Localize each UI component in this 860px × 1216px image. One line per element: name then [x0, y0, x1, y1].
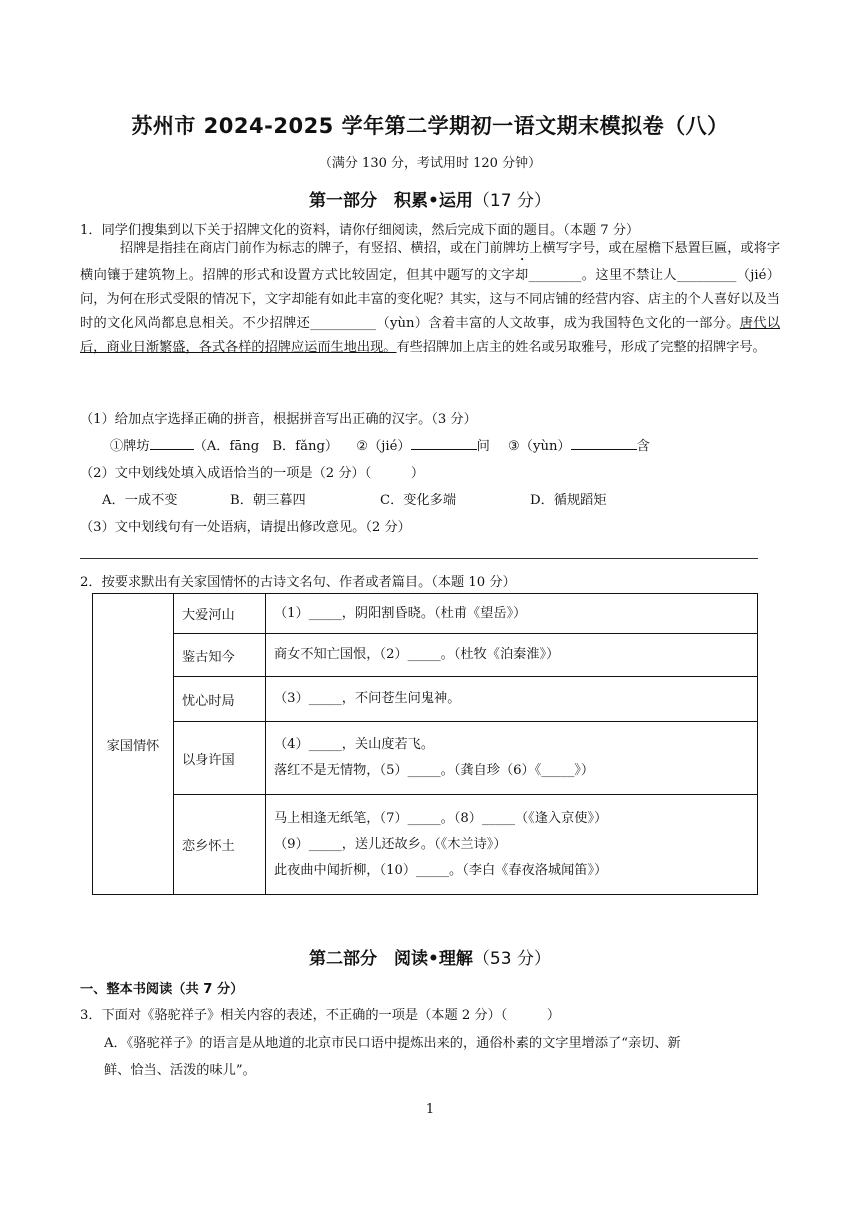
q1-passage-dotted-char: 坊	[516, 241, 530, 256]
poem-line[interactable]: 马上相逢无纸笔，（7）_____。（8）_____（《逢入京使》）	[274, 810, 608, 826]
answer-line[interactable]	[80, 558, 758, 559]
table-row	[93, 795, 758, 895]
poem-line[interactable]: 此夜曲中闻折柳，（10）_____。（李白《春夜洛城闻笛》）	[274, 862, 608, 878]
part2-heading	[0, 944, 860, 969]
q3-option-a-line1[interactable]: A．《骆驼祥子》的语言是从地道的北京市民口语中提炼出来的，通俗朴素的文字里增添了“亲切、新	[104, 1036, 681, 1051]
part2-heading-text: 第二部分 阅读•理解	[309, 949, 473, 969]
poem-line[interactable]: （1）_____，阴阳割昏晓。（杜甫《望岳》）	[274, 605, 527, 621]
answer-blank[interactable]	[571, 437, 637, 450]
q1-sub1-item3-tail: 含	[636, 439, 650, 454]
q1-intro: 1．同学们搜集到以下关于招牌文化的资料，请你仔细阅读，然后完成下面的题目。（本题 7 分）	[80, 223, 640, 238]
option-a[interactable]: A．一成不变	[102, 493, 178, 508]
poem-cell	[266, 677, 758, 722]
option-d[interactable]: D．循规蹈矩	[530, 493, 607, 508]
q1-passage-a: 招牌是指挂在商店门前作为标志的牌子，有竖招、横招，或在门前牌	[120, 241, 517, 256]
part2-score: （53 分）	[472, 949, 551, 969]
part1-heading-text: 第一部分 积累•运用	[309, 191, 473, 211]
q1-sub1-item2-tail: 问	[476, 439, 490, 454]
poem-cell	[266, 795, 758, 895]
table-row	[93, 722, 758, 795]
answer-blank[interactable]	[411, 437, 477, 450]
poem-line[interactable]: （3）_____，不问苍生问鬼神。	[274, 691, 461, 706]
q1-passage-c: 有些招牌加上店主的姓名或另取雅号，形成了完整的招牌字号。	[396, 340, 766, 355]
q1-sub1: （1）给加点字选择正确的拼音，根据拼音写出正确的汉字。（3 分）	[80, 412, 477, 427]
poem-cell	[266, 722, 758, 795]
answer-blank[interactable]	[150, 437, 194, 450]
section-whole-book: 一、整本书阅读（共 7 分）	[80, 982, 244, 997]
topic-cell: 鉴古知今	[174, 634, 266, 677]
poem-line[interactable]: 落红不是无情物，（5）_____。（龚自珍（6）《_____》）	[274, 763, 595, 778]
exam-title: 苏州市 2024-2025 学年第二学期初一语文期末模拟卷（八）	[131, 114, 729, 138]
q1-passage-b: 上横写字号，或在屋檐下悬置巨匾，或将字横向镶于建筑物上。招牌的形式和设置方式比较固定，但其中题写的文字却________。这里不禁让人_________（jié）问，为何在形式受限的情况下，文字却能有如此丰富的变化呢？其实，这与不同店铺的经营内容、店主的个人喜好以及当时的文化风尚都息息相关。不少招牌还__________（yùn）含着丰富的人文故事，成为我国特色文化的一部分。	[80, 241, 781, 331]
poem-table	[92, 593, 758, 895]
poem-cell	[266, 634, 758, 677]
q1-sub1-items	[110, 435, 650, 454]
q3-option-a-line2[interactable]: 鲜、恰当、活泼的味儿”。	[104, 1063, 256, 1078]
q1-sub2: （2）文中划线处填入成语恰当的一项是（2 分）（ ）	[80, 466, 425, 481]
topic-cell: 大爱河山	[174, 594, 266, 634]
q2-intro: 2．按要求默出有关家国情怀的古诗文名句、作者或者篇目。（本题 10 分）	[80, 575, 516, 590]
part1-heading	[0, 186, 860, 211]
table-row	[93, 634, 758, 677]
exam-subtitle: （满分 130 分，考试用时 120 分钟）	[318, 156, 542, 171]
poem-line[interactable]: （9）_____，送儿还故乡。（《木兰诗》）	[274, 836, 507, 852]
table-row	[93, 594, 758, 634]
q1-sub1-item3: ③（yùn）	[507, 439, 571, 454]
q3-intro: 3．下面对《骆驼祥子》相关内容的表述，不正确的一项是（本题 2 分）（ ）	[80, 1008, 561, 1023]
poem-line[interactable]: （4）_____，关山度若飞。	[274, 737, 435, 752]
option-b[interactable]: B．朝三暮四	[230, 493, 306, 508]
option-c[interactable]: C．变化多端	[380, 493, 457, 508]
topic-cell: 恋乡怀土	[174, 795, 266, 895]
poem-line[interactable]: 商女不知亡国恨，（2）_____。（杜牧《泊秦淮》）	[274, 647, 560, 662]
topic-cell: 忧心时局	[174, 677, 266, 722]
q1-sub1-item1: ①牌坊	[110, 439, 150, 454]
table-row	[93, 677, 758, 722]
page-number: 1	[425, 1102, 435, 1117]
q1-sub1-item1-opts: （A．fāng B．fǎng）	[193, 439, 339, 454]
q1-sub1-item2: ②（jié）	[356, 439, 411, 454]
topic-cell: 以身许国	[174, 722, 266, 795]
q1-sub3: （3）文中划线句有一处语病，请提出修改意见。（2 分）	[80, 520, 411, 535]
part1-score: （17 分）	[472, 191, 551, 211]
category-cell: 家国情怀	[93, 594, 174, 895]
q1-passage	[80, 237, 780, 360]
poem-cell	[266, 594, 758, 634]
q1-passage-underlined: 唐代以后，商业日渐繁盛，各式各样的招牌应运而生地出现。	[80, 316, 781, 355]
